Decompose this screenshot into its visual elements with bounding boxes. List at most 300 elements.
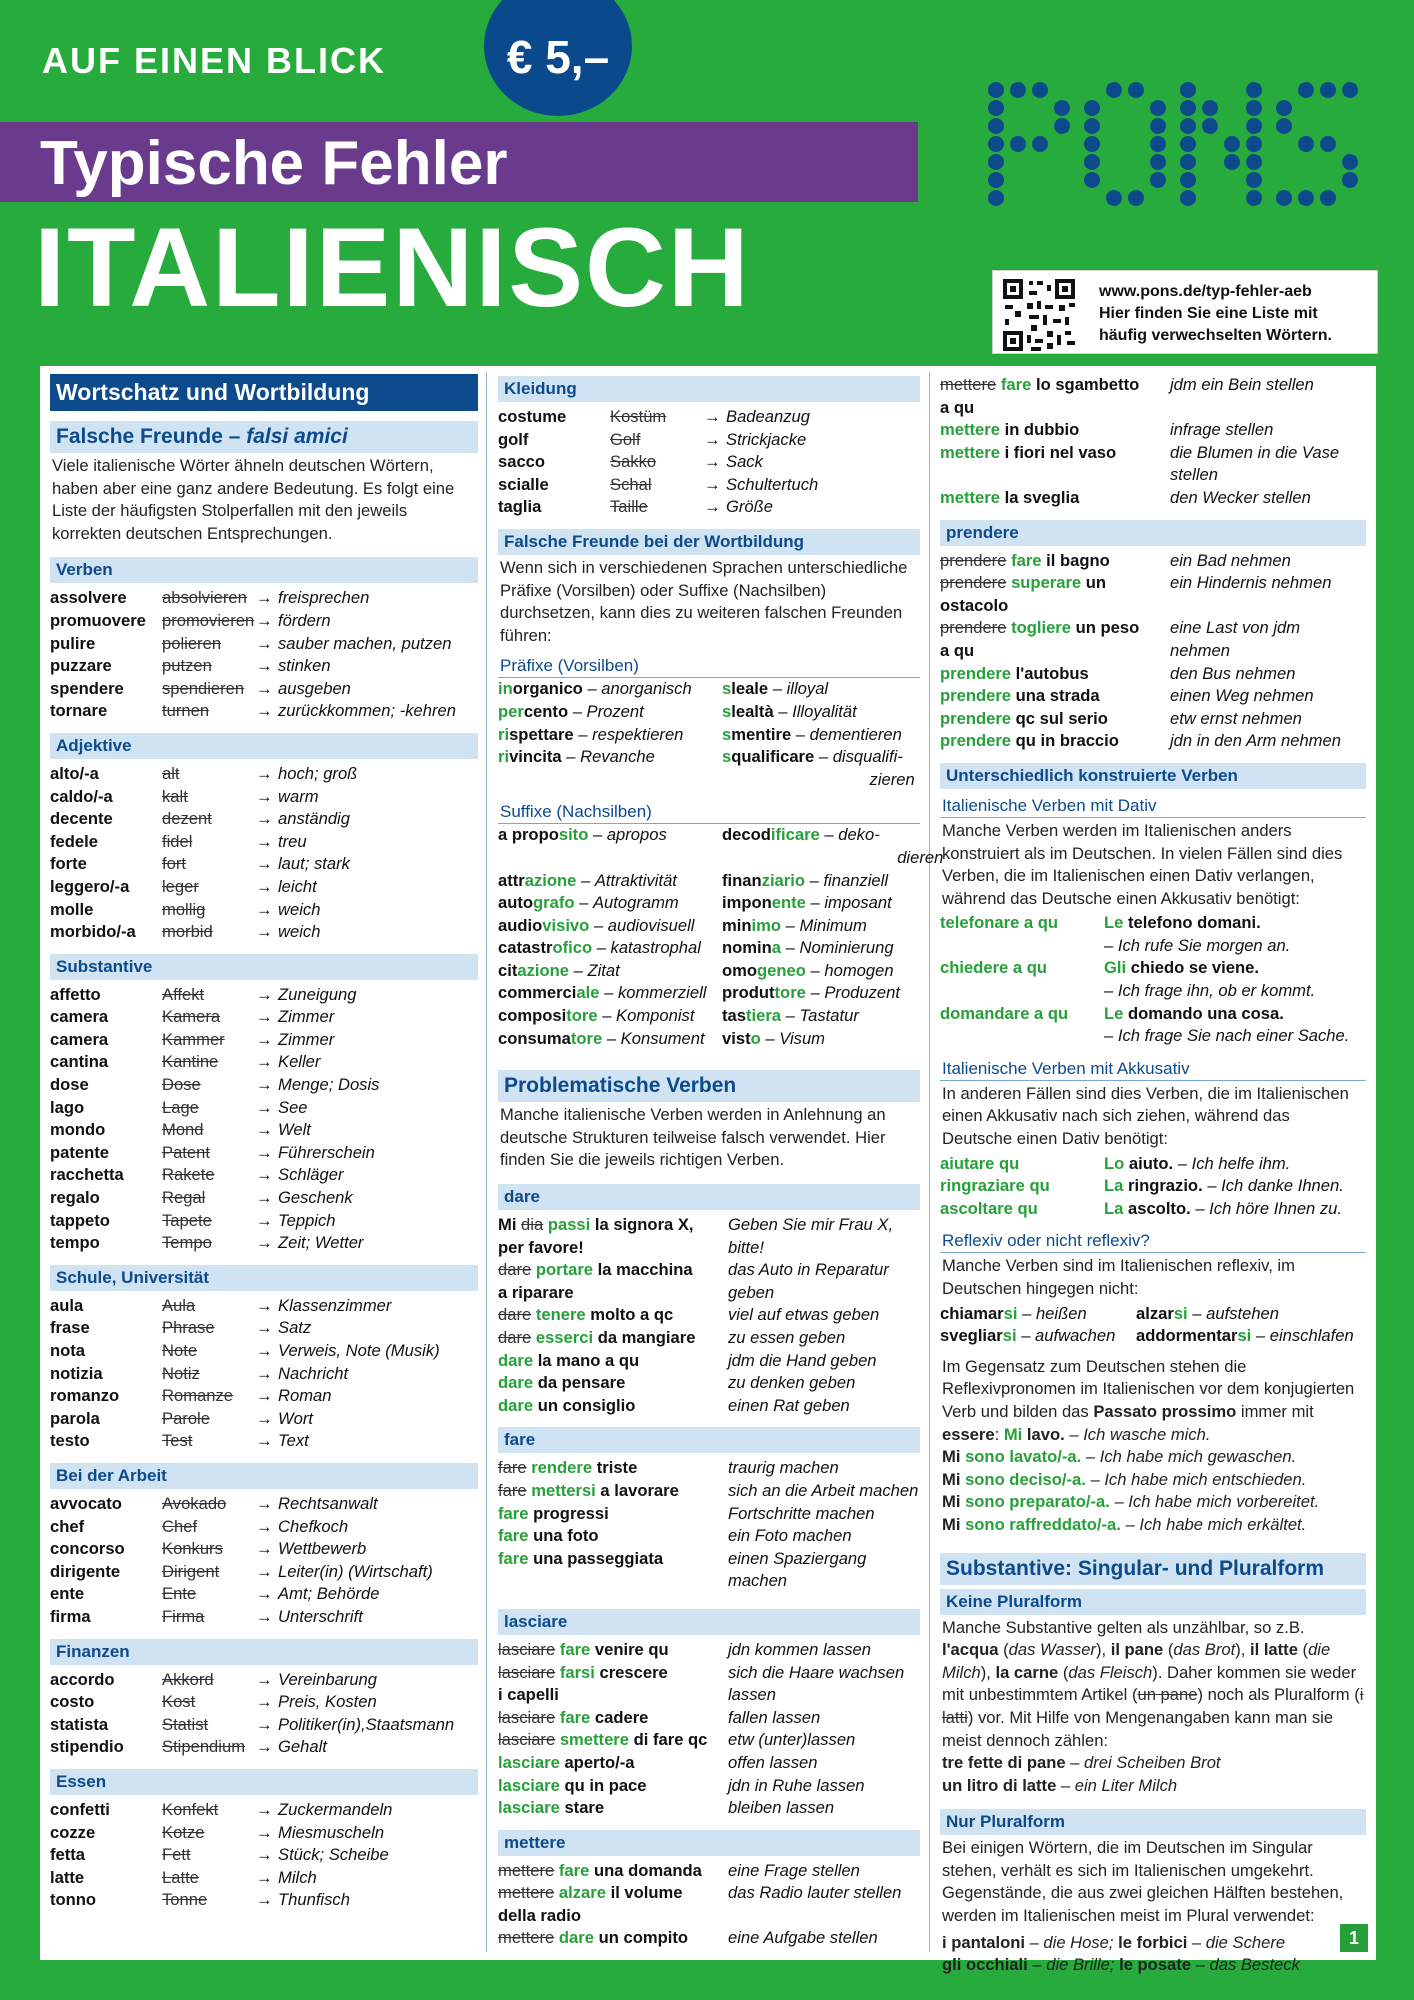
arrow-icon: → (256, 1075, 273, 1095)
false-friend: Golf (610, 429, 641, 449)
arrow-icon: → (256, 1318, 273, 1338)
arrow-icon: → (256, 1052, 273, 1072)
translation: Strickjacke (726, 429, 807, 449)
arrow-icon: → (256, 633, 273, 653)
refl-heading: Reflexiv oder nicht reflexiv? (940, 1228, 1366, 1253)
translation: weich (278, 922, 321, 942)
italian-word: tonno (50, 1890, 97, 1910)
translation: Schultertuch (726, 474, 819, 494)
arrow-icon: → (256, 1295, 273, 1315)
italian-word: ente (50, 1584, 85, 1604)
prendere-list: prendere fare il bagno ein Bad nehmen prendere superare un ostacolo ein Hindernis nehmen prendere togliere un peso a qu eine Last von jdm nehmen prendere l'autobus den Bus nehmen prendere una strada einen Weg nehmen prendere qc sul serio etw ernst nehmen prendere qu in braccio jdn in den Arm nehmen (940, 550, 1341, 751)
false-friend: Parole (162, 1408, 210, 1428)
italian-word: latte (50, 1867, 85, 1887)
vocab-row (50, 1210, 478, 1233)
refl-row: chiamarsi – heißen alzarsi – aufstehen (940, 1303, 1280, 1323)
translation: hoch; groß (278, 763, 358, 783)
translation: Klassenzimmer (278, 1295, 392, 1315)
false-friend: promovieren (162, 610, 255, 630)
false-friend: Kammer (162, 1029, 225, 1049)
italian-word: fetta (50, 1845, 86, 1865)
italian-word: tornare (50, 701, 108, 721)
translation: Leiter(in) (Wirtschaft) (278, 1561, 433, 1581)
vocab-row (50, 876, 478, 899)
false-friend: Latte (162, 1867, 199, 1887)
false-friend: mollig (162, 899, 206, 919)
vocab-row (50, 1822, 478, 1845)
arrow-icon: → (256, 1210, 273, 1230)
vocab-row (50, 1051, 478, 1074)
arrow-icon: → (704, 452, 721, 472)
false-friend: Statist (162, 1714, 209, 1734)
false-friend: spendieren (162, 678, 245, 698)
vocab-row (50, 763, 478, 786)
vocab-row (50, 1799, 478, 1822)
example-row: chiedere a qu Gli chiedo se viene. – Ich frage ihn, ob er kommt. (940, 958, 1316, 1001)
vocab-list (50, 763, 478, 944)
arrow-icon: → (256, 1431, 273, 1451)
vocab-row (50, 921, 478, 944)
translation: Rechtsanwalt (278, 1493, 378, 1513)
translation: freisprechen (278, 588, 370, 608)
url-link[interactable]: www.pons.de/typ-fehler-aeb (1099, 283, 1312, 300)
italian-word: romanzo (50, 1386, 120, 1406)
kp-text: Manche Substantive gelten als unzählbar, so z.B. l'acqua (das Wasser), il pane (das Brot), il latte (die Milch), la carne (das Fleisch). Daher kommen sie weder mit unbestimmtem Artikel (un pane) noch als Pluralform (i latti) vor. Mit Hilfe von Mengenangaben kann man sie meist dennoch zählen: tre fette di pane – drei Scheiben Brot un litro di latte – ein Liter Milch (942, 1617, 1364, 1795)
translation: Satz (278, 1318, 312, 1338)
italian-word: frase (50, 1318, 90, 1338)
translation: Badeanzug (726, 407, 810, 426)
false-friend: Affekt (162, 984, 205, 1004)
kleidung-list (498, 406, 920, 519)
false-friend: Phrase (162, 1318, 215, 1338)
suffix-row: autografo – Autogramm imponente – imposant (498, 893, 892, 913)
url-note-1: Hier finden Sie eine Liste mit (1099, 305, 1318, 322)
np-examples: i pantaloni – die Hose; le forbici – die Schere gli occhiali – die Brille; le posate – das Besteck (942, 1932, 1300, 1975)
italian-word: stipendio (50, 1737, 124, 1757)
vocab-row (498, 406, 920, 429)
translation: Teppich (278, 1210, 336, 1230)
italian-word: confetti (50, 1799, 110, 1819)
arrow-icon: → (256, 1097, 273, 1117)
translation: warm (278, 786, 319, 806)
subsection-heading: Finanzen (50, 1639, 478, 1665)
translation: stinken (278, 656, 331, 676)
arrow-icon: → (256, 763, 273, 783)
vocab-row (50, 1295, 478, 1318)
italian-word: patente (50, 1142, 110, 1162)
false-friend: leger (162, 876, 199, 896)
italian-word: fedele (50, 831, 98, 851)
arrow-icon: → (256, 1561, 273, 1581)
refl-intro: Manche Verben sind im Italienischen reflexiv, im Deutschen hingegen nicht: (942, 1256, 1295, 1298)
vocab-list (50, 1669, 478, 1759)
translation: leicht (278, 876, 317, 896)
subsection-heading: Verben (50, 557, 478, 583)
translation: Sack (726, 452, 763, 472)
vocab-row (50, 1187, 478, 1210)
italian-word: molle (50, 899, 94, 919)
false-friend: Kotze (162, 1822, 205, 1842)
wb-intro: Wenn sich in verschiedenen Sprachen unterschiedliche Präfixe (Vorsilben) oder Suffixe (Nachsilben) durchsetzen, kann dies zu weiteren falschen Freunden führen: (500, 557, 908, 645)
vocab-row (50, 610, 478, 633)
translation: Wort (278, 1408, 314, 1428)
italian-word: dirigente (50, 1561, 121, 1581)
vocab-row (50, 1340, 478, 1363)
mettere-list-cont: mettere fare lo sgambetto a qu jdm ein Bein stellen mettere in dubbio infrage stellen mettere i fiori nel vaso die Blumen in die Vase stellen mettere la sveglia den Wecker stellen (940, 375, 1340, 507)
subsection-heading: Kleidung (498, 376, 920, 402)
italian-word: decente (50, 809, 113, 829)
vocab-row (50, 1232, 478, 1255)
translation: Milch (278, 1867, 317, 1887)
translation: Führerschein (278, 1142, 375, 1162)
arrow-icon: → (256, 1867, 273, 1887)
vocab-list (50, 587, 478, 723)
vocab-row (50, 831, 478, 854)
false-friend: Ente (162, 1584, 197, 1604)
content-panel (40, 366, 1376, 1975)
italian-word: cantina (50, 1052, 109, 1072)
arrow-icon: → (256, 1029, 273, 1049)
italian-word: aula (50, 1295, 84, 1315)
vocab-row (50, 700, 478, 723)
translation: Größe (726, 497, 774, 517)
translation: sauber machen, putzen (278, 633, 452, 653)
dativ-intro: Manche Verben werden im Italienischen anders konstruiert als im Deutschen. In vielen Fällen sind dies Verben, die im Italienischen einen Dativ verlangen, während das Deutsche einen Akkusativ benötigt: (942, 820, 1343, 908)
vocab-list (50, 984, 478, 1255)
vocab-row (50, 587, 478, 610)
np-intro: Bei einigen Wörtern, die im Deutschen im Singular stehen, verhält es sich im Italienischen umgekehrt. Gegenstände, die aus zwei gleichen Hälften bestehen, werden im Italienischen meist im Plural verwendet: (942, 1838, 1344, 1926)
vocab-row (50, 633, 478, 656)
italian-word: costume (498, 407, 567, 426)
header (0, 0, 1414, 362)
vocab-row (498, 429, 920, 452)
vocab-list (50, 1799, 478, 1912)
arrow-icon: → (256, 1799, 273, 1819)
false-friend: polieren (162, 633, 222, 653)
false-friend: fort (162, 854, 186, 874)
translation: Welt (278, 1120, 311, 1140)
dare-list: Mi dia passi la signora X, per favore! Geben Sie mir Frau X, bitte! dare portare la macchina a riparare das Auto in Reparatur geben dare tenere molto a qc viel auf etwas geben dare esserci da mangiare zu essen geben dare la mano a qu jdm die Hand geben dare da pensare zu denken geben dare un consiglio einen Rat geben (498, 1215, 894, 1415)
vocab-row (50, 1493, 478, 1516)
suffix-row: catastrofico – katastrophal nomina – Nominierung (498, 938, 894, 958)
subsection-heading: Bei der Arbeit (50, 1463, 478, 1489)
vocab-row (50, 1714, 478, 1737)
arrow-icon: → (704, 474, 721, 494)
translation: Verweis, Note (Musik) (278, 1341, 440, 1360)
subsection-heading: Keine Pluralform (940, 1589, 1366, 1615)
vocab-row (50, 1867, 478, 1890)
false-friend: Kamera (162, 1007, 221, 1027)
dativ-heading: Italienische Verben mit Dativ (940, 793, 1366, 818)
italian-word: spendere (50, 678, 124, 698)
false-friend: alt (162, 763, 180, 783)
translation: Schläger (278, 1165, 344, 1185)
arrow-icon: → (256, 1142, 273, 1162)
arrow-icon: → (256, 1363, 273, 1383)
refl-text: Im Gegensatz zum Deutschen stehen die Reflexivpronomen im Italienischen vor dem konjugierten Verb und bilden das Passato prossimo immer mit essere: Mi lavo. – Ich wasche mich. Mi sono lavato/-a. – Ich habe mich gewaschen. Mi sono deciso/-a. – Ich habe mich entschieden. Mi sono preparato/-a. – Ich habe mich vorbereitet. Mi sono raffreddato/-a. – Ich habe mich erkältet. (942, 1356, 1355, 1534)
italian-word: camera (50, 1029, 109, 1049)
arrow-icon: → (256, 831, 273, 851)
prefix-row: rispettare – respektieren smentire – dementieren (498, 724, 902, 744)
arrow-icon: → (256, 1233, 273, 1253)
vocab-row (50, 1538, 478, 1561)
translation: Zuneigung (278, 984, 357, 1004)
italian-word: accordo (50, 1669, 115, 1689)
italian-word: cozze (50, 1822, 96, 1842)
false-friend: Aula (162, 1295, 196, 1315)
refl-row: svegliarsi – aufwachen addormentarsi – einschlafen (940, 1326, 1354, 1346)
translation: Zeit; Wetter (278, 1233, 364, 1253)
italian-word: regalo (50, 1188, 100, 1208)
translation: Politiker(in),Staatsmann (278, 1714, 455, 1734)
subsection-heading: Falsche Freunde bei der Wortbildung (498, 529, 920, 555)
italian-word: camera (50, 1007, 109, 1027)
suffix-row: commerciale – kommerziell produttore – Produzent (498, 983, 900, 1003)
arrow-icon: → (256, 1606, 273, 1626)
arrow-icon: → (256, 1007, 273, 1027)
qr-box[interactable] (992, 270, 1378, 354)
ff-title-it: falsi amici (246, 425, 348, 448)
translation: Wettbewerb (278, 1539, 367, 1559)
false-friend: Konfekt (162, 1799, 219, 1819)
ff-title: Falsche Freunde – (56, 425, 247, 448)
page-number: 1 (1340, 1924, 1368, 1952)
italian-word: dose (50, 1075, 89, 1095)
arrow-icon: → (704, 497, 721, 517)
vocab-row (50, 1142, 478, 1165)
arrow-icon: → (704, 429, 721, 449)
vocab-row (50, 853, 478, 876)
translation: Nachricht (278, 1363, 349, 1383)
italian-word: promuovere (50, 610, 146, 630)
arrow-icon: → (256, 984, 273, 1004)
translation: Preis, Kosten (278, 1692, 377, 1712)
translation: Roman (278, 1386, 332, 1406)
example-row: telefonare a qu Le telefono domani. – Ich rufe Sie morgen an. (940, 913, 1291, 955)
arrow-icon: → (256, 1692, 273, 1712)
arrow-icon: → (256, 786, 273, 806)
vocab-row (50, 984, 478, 1007)
subsection-heading: Schule, Universität (50, 1265, 478, 1291)
false-friend: Avokado (162, 1493, 227, 1513)
arrow-icon: → (256, 1408, 273, 1428)
italian-word: forte (50, 854, 87, 874)
fare-list: fare rendere triste traurig machen fare mettersi a lavorare sich an die Arbeit machen fare progressi Fortschritte machen fare una foto ein Foto machen fare una passeggiata einen Spaziergang machen (498, 1458, 919, 1591)
intro-text: Viele italienische Wörter ähneln deutschen Wörtern, haben aber eine ganz andere Bedeutung. Es folgt eine Liste der häufigsten Stolperfallen mit den jeweils korrekten deutschen Entsprechungen. (52, 456, 455, 543)
subsection-heading: Substantive: Singular- und Pluralform (940, 1553, 1366, 1585)
subsection-heading: mettere (498, 1830, 920, 1856)
vocab-row (50, 1736, 478, 1759)
vocab-row (50, 1097, 478, 1120)
false-friend: fidel (162, 831, 193, 851)
false-friend: Tapete (162, 1210, 212, 1230)
arrow-icon: → (256, 876, 273, 896)
suffix-row: compositore – Komponist tastiera – Tastatur (498, 1006, 859, 1026)
suffix-row: a proposito – apropos decodificare – deko- dieren (498, 825, 944, 867)
translation: Stück; Scheibe (278, 1845, 389, 1865)
subsection-heading: prendere (940, 520, 1366, 546)
column-3 (940, 366, 1366, 1975)
translation: Zuckermandeln (278, 1799, 393, 1819)
italian-word: notizia (50, 1363, 103, 1383)
italian-word: affetto (50, 984, 101, 1004)
translation: Zimmer (278, 1007, 335, 1027)
italian-word: concorso (50, 1539, 125, 1559)
translation: Unterschrift (278, 1606, 363, 1626)
translation: weich (278, 899, 321, 919)
arrow-icon: → (256, 1539, 273, 1559)
vocab-row (50, 1606, 478, 1629)
arrow-icon: → (256, 1737, 273, 1757)
subsection-heading: Nur Pluralform (940, 1809, 1366, 1835)
subsection-heading: Problematische Verben (498, 1070, 920, 1102)
vocab-row (498, 496, 920, 519)
arrow-icon: → (256, 1714, 273, 1734)
false-friend: putzen (162, 656, 212, 676)
subsection-heading: Essen (50, 1769, 478, 1795)
prefix-row: rivincita – Revanche squalificare – disqualifi- zieren (498, 747, 915, 789)
italian-word: morbido/-a (50, 922, 136, 942)
vocab-row (50, 678, 478, 701)
series-label: AUF EINEN BLICK (42, 40, 386, 81)
subtitle-bar (0, 122, 918, 202)
column-1 (50, 366, 478, 1960)
price-badge: € 5,– (484, 0, 632, 116)
subsection-heading: Substantive (50, 954, 478, 980)
italian-word: nota (50, 1341, 86, 1360)
vocab-row (50, 1669, 478, 1692)
translation: Vereinbarung (278, 1669, 378, 1689)
pv-intro: Manche italienische Verben werden in Anlehnung an deutsche Strukturen teilweise falsch verwendet. Hier finden Sie die jeweils richtigen Verben. (500, 1105, 886, 1170)
vocab-row (50, 1363, 478, 1386)
akk-intro: In anderen Fällen sind dies Verben, die im Italienischen einen Akkusativ nach sich ziehen, während das Deutsche einen Dativ benötigt: (942, 1083, 1349, 1149)
vocab-row (50, 655, 478, 678)
arrow-icon: → (256, 701, 273, 721)
arrow-icon: → (256, 1516, 273, 1536)
false-friend: Patent (162, 1142, 210, 1162)
translation: treu (278, 831, 307, 851)
translation: Zimmer (278, 1029, 335, 1049)
italian-word: taglia (498, 497, 542, 517)
vocab-row (50, 1889, 478, 1912)
pons-logo (986, 80, 1376, 210)
italian-word: pulire (50, 633, 96, 653)
false-friend: Mond (162, 1120, 204, 1140)
arrow-icon: → (256, 678, 273, 698)
arrow-icon: → (256, 1890, 273, 1910)
subsection-heading: fare (498, 1427, 920, 1453)
subsection-heading: Unterschiedlich konstruierte Verben (940, 763, 1366, 789)
vocab-row (50, 1119, 478, 1142)
arrow-icon: → (256, 656, 273, 676)
translation: Thunfisch (278, 1890, 350, 1910)
italian-word: testo (50, 1431, 90, 1451)
false-friend: Tempo (162, 1233, 212, 1253)
arrow-icon: → (256, 1845, 273, 1865)
translation: Amt; Behörde (278, 1584, 380, 1604)
false-friend: dezent (162, 809, 212, 829)
italian-word: mondo (50, 1120, 106, 1140)
italian-word: puzzare (50, 656, 112, 676)
false-friend: Dirigent (162, 1561, 220, 1581)
false-friend: Stipendium (162, 1737, 246, 1757)
italian-word: leggero/-a (50, 876, 130, 896)
italian-word: golf (498, 429, 529, 449)
arrow-icon: → (256, 809, 273, 829)
vocab-row (50, 808, 478, 831)
italian-word: racchetta (50, 1165, 124, 1185)
example-row: domandare a qu Le domando una cosa. – Ich frage Sie nach einer Sache. (940, 1003, 1350, 1046)
vocab-row (50, 1408, 478, 1431)
arrow-icon: → (256, 1120, 273, 1140)
false-friend: Schal (610, 474, 652, 494)
arrow-icon: → (256, 610, 273, 630)
arrow-icon: → (256, 899, 273, 919)
translation: ausgeben (278, 678, 351, 698)
mettere-list: mettere fare una domanda eine Frage stellen mettere alzare il volume della radio das Radio lauter stellen mettere dare un compito eine Aufgabe stellen (498, 1860, 902, 1948)
italian-word: statista (50, 1714, 109, 1734)
arrow-icon: → (256, 1386, 273, 1406)
false-friend: Konkurs (162, 1539, 223, 1559)
column-2 (498, 366, 944, 1960)
arrow-icon: → (704, 407, 721, 426)
suffix-row: consumatore – Konsument visto – Visum (498, 1028, 825, 1048)
translation: laut; stark (278, 854, 350, 874)
vocab-row (498, 474, 920, 497)
vocab-row (50, 1583, 478, 1606)
arrow-icon: → (256, 1165, 273, 1185)
arrow-icon: → (256, 1669, 273, 1689)
arrow-icon: → (256, 854, 273, 874)
vocab-row (50, 899, 478, 922)
translation: anständig (278, 809, 350, 829)
column-divider (929, 372, 930, 1952)
italian-word: tappeto (50, 1210, 110, 1230)
akk-heading: Italienische Verben mit Akkusativ (940, 1056, 1366, 1081)
italian-word: caldo/-a (50, 786, 113, 806)
vocab-row (50, 1317, 478, 1340)
false-friend: Kantine (162, 1052, 219, 1072)
false-friend: Notiz (162, 1363, 200, 1383)
vocab-row (50, 1074, 478, 1097)
vocab-row (498, 451, 920, 474)
arrow-icon: → (256, 922, 273, 942)
false-friends-list (50, 557, 478, 1912)
false-friend: absolvieren (162, 588, 247, 608)
vocab-row (50, 1385, 478, 1408)
false-friend: kalt (162, 786, 188, 806)
arrow-icon: → (256, 1584, 273, 1604)
page-title: ITALIENISCH (34, 205, 751, 330)
example-row: ringraziare qu La ringrazio. – Ich danke Ihnen. (940, 1176, 1344, 1196)
false-friend: turnen (162, 701, 210, 721)
italian-word: alto/-a (50, 763, 99, 783)
prefix-row: inorganico – anorganisch sleale – illoyal (498, 679, 829, 699)
vocab-row (50, 1844, 478, 1867)
italian-word: firma (50, 1606, 91, 1626)
false-friend: Regal (162, 1188, 206, 1208)
false-friend: Akkord (162, 1669, 214, 1689)
translation: zurückkommen; -kehren (278, 701, 456, 721)
vocab-row (50, 1516, 478, 1539)
subsection-heading: Adjektive (50, 733, 478, 759)
suffix-row: citazione – Zitat omogeneo – homogen (498, 960, 894, 980)
vocab-row (50, 1430, 478, 1453)
translation: Keller (278, 1052, 321, 1072)
translation: Miesmuscheln (278, 1822, 385, 1842)
false-friend: Kost (162, 1692, 196, 1712)
arrow-icon: → (256, 588, 273, 608)
